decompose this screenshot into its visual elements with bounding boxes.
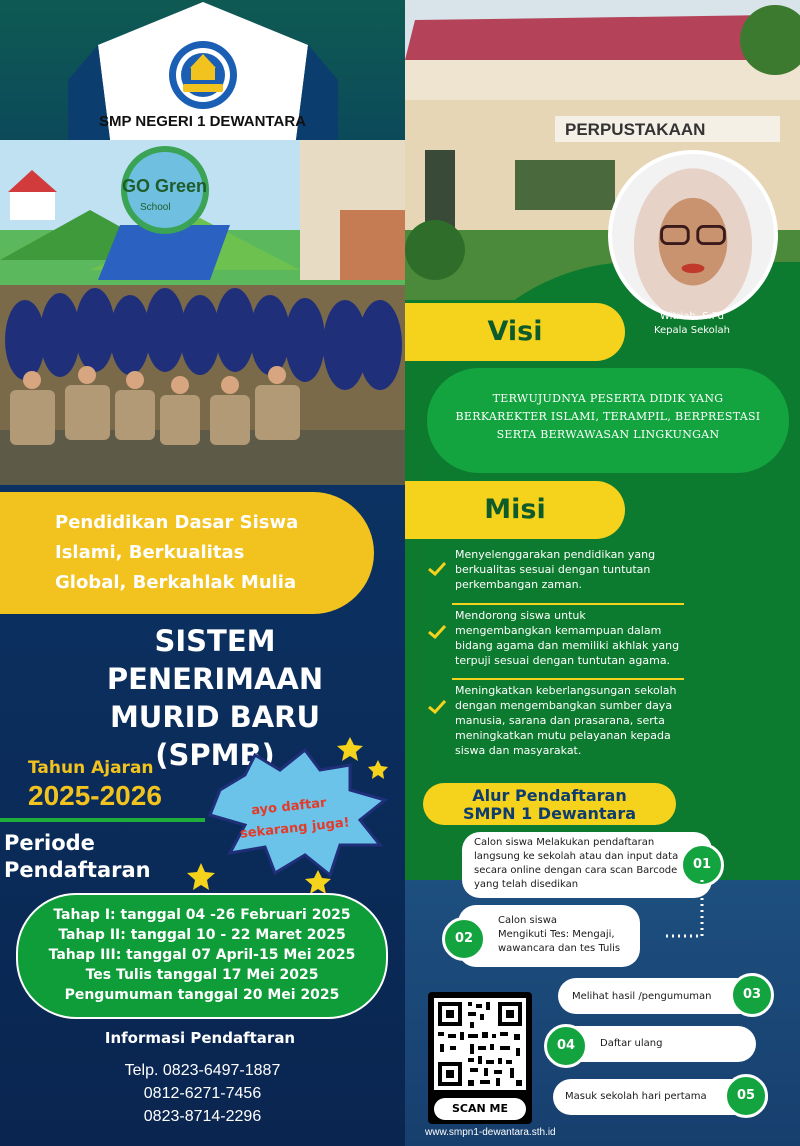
step-number: 03 [730,973,774,1017]
misi-divider [452,603,684,605]
go-green-sign-sub: School [140,202,171,213]
visi-line: SERTA BERWAWASAN LINGKUNGAN [496,428,720,441]
misi-item [428,684,688,764]
step-text: yang telah disedikan [474,879,579,890]
step-text: Daftar ulang [600,1038,663,1049]
tagline-line: Pendidikan Dasar Siswa [55,512,299,533]
go-green-sign: GO Green [122,176,208,196]
step-text: secara online dengan cara scan Barcode [474,865,678,876]
star-icon [186,862,216,892]
contact-label: Informasi Pendaftaran [104,1029,296,1047]
schedule-item: Tes Tulis tanggal 17 Mei 2025 [85,967,319,983]
dotted-connector [660,880,710,940]
phone-number: 0823-8714-2296 [143,1108,262,1125]
phone-number: Telp. 0823-6497-1887 [124,1062,281,1079]
misi-line: bidang agama dan memiliki akhlak yang [455,639,680,652]
title-line: (SPMB) [155,738,275,772]
misi-line: dengan mengembangkan sumber daya [455,699,673,712]
visi-line: TERWUJUDNYA PESERTA DIDIK YANG [492,392,724,405]
title-line: MURID BARU [109,700,321,734]
schedule-item: Tahap I: tanggal 04 -26 Februari 2025 [53,907,351,923]
title-line: PENERIMAAN [106,662,324,696]
principal-photo [608,150,778,320]
misi-item [428,548,688,598]
schedule-box [16,893,388,1019]
qr-code-icon[interactable] [434,998,526,1090]
cta-line: ayo daftar [250,795,328,819]
schedule-item: Pengumuman tanggal 20 Mei 2025 [64,987,340,1003]
visi-line: BERKAREKTER ISLAMI, TERAMPIL, BERPRESTASI [455,410,761,423]
step-text: Melihat hasil /pengumuman [572,991,712,1002]
misi-divider [452,678,684,680]
step-text: langsung ke sekolah atau dan input data [474,851,679,862]
school-name: SMP NEGERI 1 DEWANTARA [99,113,306,130]
schedule-item: Tahap III: tanggal 07 April-15 Mei 2025 [48,947,356,963]
group-photo [0,140,405,485]
check-icon [428,700,446,714]
academic-year-value: 2025-2026 [28,780,162,811]
check-icon [428,562,446,576]
step-text: Mengikuti Tes: Mengaji, [498,929,615,940]
alur-title: Alur Pendaftaran [472,786,627,805]
periode-label: Pendaftaran [4,858,151,882]
school-emblem-icon [169,41,237,109]
academic-year-label: Tahun Ajaran [28,758,154,778]
misi-line: Mendorong siswa untuk [455,609,586,622]
step-number: 04 [544,1024,588,1068]
step-text: Calon siswa [498,915,558,926]
schedule-item: Tahap II: tanggal 10 - 22 Maret 2025 [58,927,346,943]
periode-label: Periode [4,831,95,855]
cta-badge [200,735,405,895]
check-icon [428,625,446,639]
principal-role: Kepala Sekolah [653,325,731,336]
website-link[interactable]: www.smpn1-dewantara.sth.id [425,1127,556,1138]
scan-me-label: SCAN ME [434,1098,526,1120]
cta-line: sekarang juga! [239,815,351,842]
step-text: wawancara dan tes Tulis [498,943,621,954]
misi-line: manusia, sarana dan prasarana, serta [455,714,665,727]
misi-line: perkembangan zaman. [455,578,583,591]
visi-heading: Visi [405,303,625,361]
step-box [558,978,758,1014]
alur-heading [423,783,676,825]
step-number: 01 [680,843,724,887]
misi-line: Meningkatkan keberlangsungan sekolah [455,684,677,697]
misi-line: terpuji sesuai dengan tuntutan agama. [455,654,671,667]
tagline-line: Islami, Berkualitas [55,542,245,563]
misi-line: berkualitas sesuai dengan tuntutan [455,563,651,576]
step-text: Masuk sekolah hari pertama [565,1091,707,1102]
misi-line: mengembangkan kemampuan dalam [455,624,662,637]
principal-name: Witriah, S.Pd [660,311,724,322]
year-underline [0,818,205,822]
phone-number: 0812-6271-7456 [143,1085,262,1102]
title-line: SISTEM [154,624,276,658]
misi-line: siswa dan masyarakat. [455,744,582,757]
visi-box [427,368,789,473]
misi-heading: Misi [405,481,625,539]
alur-title: SMPN 1 Dewantara [462,804,637,823]
misi-item [428,609,688,673]
misi-line: meningkatkan mutu pelayanan kepada [455,729,671,742]
step-number: 05 [724,1074,768,1118]
tagline-line: Global, Berkahlak Mulia [55,572,297,593]
misi-line: Menyelenggarakan pendidikan yang [455,548,656,561]
tagline-box [0,492,374,614]
step-text: Calon siswa Melakukan pendaftaran [474,837,655,848]
library-sign: PERPUSTAKAAN [565,120,706,139]
step-number: 02 [442,917,486,961]
